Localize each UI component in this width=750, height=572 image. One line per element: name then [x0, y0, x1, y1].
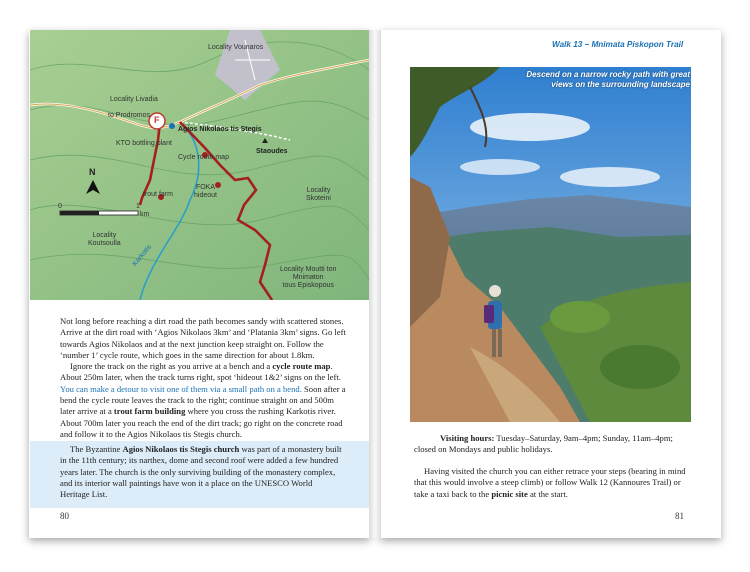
- label-locality-vounaros: Locality Vounaros: [208, 44, 264, 51]
- label-locality-koutsoulla: Locality Koutsoulla: [88, 232, 121, 247]
- scale-1: 1: [136, 203, 140, 210]
- label-trout-farm: trout farm: [143, 191, 173, 198]
- box-church-name: Agios Nikolaos tis Stegis church: [122, 444, 240, 454]
- map-graphic: [30, 30, 369, 300]
- label-kto-bottling-plant: KTO bottling plant: [116, 140, 172, 147]
- p2-text-g: where you cross the rushing Karkotis river. About 700m later you reach the end of the dirt track; go right on the concrete road and follow it to the Agios Nikolaos tis Stegis church.: [60, 406, 343, 439]
- running-header: Walk 13 – Mnimata Piskopon Trail: [552, 40, 684, 49]
- label-to-prodromos: to Prodromos: [108, 112, 151, 119]
- north-label: N: [89, 167, 96, 177]
- scale-0: 0: [58, 203, 62, 210]
- box-text-a: The Byzantine: [70, 444, 123, 454]
- label-foka-hideout: FOKA hideout: [194, 184, 217, 199]
- right-body: [414, 466, 696, 500]
- label-karkotis: Karkotis: [131, 243, 154, 268]
- label-cycle-route-map: Cycle route map: [178, 154, 229, 161]
- right-para-text-c: at the start.: [527, 488, 568, 499]
- right-para-picnic-site: picnic site: [491, 488, 528, 499]
- p2-trout-farm-building: trout farm building: [113, 406, 186, 417]
- label-agios-nikolaos: Agios Nikolaos tis Stegis: [178, 126, 262, 133]
- photo-caption: Descend on a narrow rocky path with great views on the surrounding landscape: [526, 70, 690, 89]
- p2-cycle-route-map: cycle route map: [272, 361, 331, 372]
- p2-detour-note: You can make a detour to visit one of them via a small path on a bend.: [60, 383, 302, 394]
- page-number-left: 80: [60, 511, 69, 521]
- paragraph-1-text: Not long before reaching a dirt road the path becomes sandy with scattered stones. Arrive at the dirt road with ‘Agios Nikolaos 3km’ and ‘Platania 3km’ signs. Go left towards Agios Nikolaos and at the next junction keep straight on. Follow the ‘number 1’ cycle route, which goes in the same direction for about 1.8km.: [60, 316, 346, 360]
- left-body: [60, 316, 346, 440]
- label-locality-skoteini: Locality Skoteini: [306, 187, 331, 202]
- label-locality-moutti: Locality Moutti ton Mnimaton tous Episkopous: [280, 266, 337, 289]
- scale-unit: km: [140, 211, 150, 218]
- p2-text-e: Soon after a bend the cycle route leaves the track to the right; continue straight on and 500m later arrive at a: [60, 383, 346, 417]
- right-para-text-a: Having visited the church you can either retrace your steps (bearing in mind that this would involve a steep climb) or follow Walk 12 (Kannoures Trail) or take a taxi back to the: [414, 466, 686, 499]
- photo-graphic: [410, 67, 691, 422]
- paragraph-1: [60, 316, 346, 361]
- page-number-right: 81: [675, 511, 684, 521]
- route-map: [30, 30, 369, 300]
- box-text-c: was part of a monastery built in the 11th century; its narthex, dome and second roof were added a few hundred years later. The church is the only surviving building of the monastery complex, and its interior wall paintings have won it a place on the UNESCO World Heritage List.: [60, 444, 342, 500]
- p2-text-a: Ignore the track on the right as you arrive at a bench and a: [70, 361, 273, 372]
- visiting-hours-label: Visiting hours:: [440, 433, 495, 443]
- book-gutter: [369, 30, 381, 538]
- info-box-text: [60, 444, 342, 500]
- label-locality-livadia: Locality Livadia: [110, 96, 158, 103]
- label-staoudes: Staoudes: [256, 148, 288, 155]
- visiting-hours-text: Tuesday–Saturday, 9am–4pm; Sunday, 11am–4pm; closed on Mondays and public holidays.: [414, 433, 673, 455]
- trail-photo: [410, 67, 691, 422]
- visiting-hours: [414, 433, 696, 456]
- p2-text-c: . About 250m later, when the track turns right, spot ‘hideout 1&2’ signs on the left.: [60, 361, 341, 383]
- start-marker: F: [154, 115, 160, 125]
- paragraph-2: [60, 361, 346, 440]
